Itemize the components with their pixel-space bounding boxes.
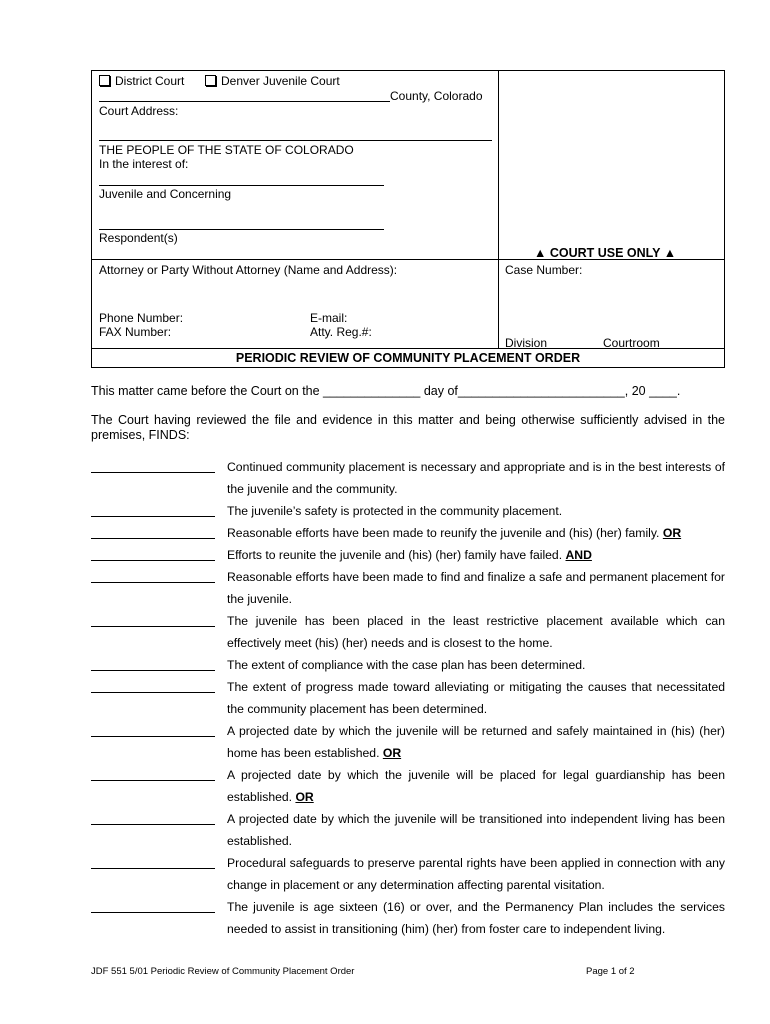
finding-text: The extent of progress made toward alleviating or mitigating the causes that necessitated the community placement has been determined.	[227, 680, 725, 716]
county-line	[99, 101, 390, 102]
finding-item	[91, 456, 725, 500]
juvenile-name-line	[99, 185, 384, 186]
finding-initial-blank[interactable]	[91, 676, 215, 693]
court-use-cell	[498, 71, 724, 259]
finding-text: Procedural safeguards to preserve parental rights have been applied in connection with any change in placement or any determination affecting parental visitation.	[227, 856, 725, 892]
attorney-label: Attorney or Party Without Attorney (Name and Address):	[99, 263, 398, 277]
division-label: Division	[505, 336, 548, 350]
finding-item	[91, 500, 725, 522]
finding-text: Reasonable efforts have been made to reunify the juvenile and (his) (her) family.	[227, 526, 660, 540]
finding-item	[91, 808, 725, 852]
county-colorado-label: County, Colorado	[390, 89, 483, 103]
court-address-label: Court Address:	[99, 104, 179, 118]
finding-text: A projected date by which the juvenile will be placed for legal guardianship has been established.	[227, 768, 725, 804]
finding-text: The juvenile is age sixteen (16) or over, and the Permanency Plan includes the services needed to assist in transitioning (him) (her) from foster care to independent living.	[227, 900, 725, 936]
finding-item	[91, 610, 725, 654]
footer-page-number: Page 1 of 2	[586, 966, 635, 977]
case-number-cell	[498, 259, 724, 349]
finding-item	[91, 764, 725, 808]
phone-label: Phone Number:	[99, 311, 184, 325]
finding-initial-blank[interactable]	[91, 500, 215, 517]
finding-conjunction: OR	[382, 746, 402, 760]
finding-conjunction: OR	[662, 526, 682, 540]
finding-item	[91, 566, 725, 610]
matter-date-sentence: This matter came before the Court on the ______________ day of________________________, 20 ____.	[91, 384, 681, 398]
email-label: E-mail:	[310, 311, 348, 325]
finding-initial-blank[interactable]	[91, 654, 215, 671]
courtroom-label: Courtroom	[603, 336, 660, 350]
finding-text: The juvenile’s safety is protected in the community placement.	[227, 504, 563, 518]
finding-item	[91, 720, 725, 764]
checkbox-icon	[205, 75, 216, 86]
district-court-checkbox[interactable]: District Court	[99, 74, 184, 88]
footer-form-id: JDF 551 5/01 Periodic Review of Community Placement Order	[91, 966, 355, 977]
findings-list	[91, 456, 725, 940]
respondent-name-line	[99, 229, 384, 230]
finding-initial-blank[interactable]	[91, 720, 215, 737]
finding-conjunction: AND	[565, 548, 592, 562]
finding-text: Efforts to reunite the juvenile and (his) (her) family have failed.	[227, 548, 563, 562]
respondents-label: Respondent(s)	[99, 231, 178, 245]
finding-item	[91, 852, 725, 896]
interest-of-label: In the interest of:	[99, 157, 189, 171]
attorney-cell	[92, 259, 499, 349]
finding-initial-blank[interactable]	[91, 808, 215, 825]
finding-initial-blank[interactable]	[91, 566, 215, 583]
fax-label: FAX Number:	[99, 325, 172, 339]
checkbox-icon	[99, 75, 110, 86]
finding-text: Continued community placement is necessary and appropriate and is in the best interests of the juvenile and the community.	[227, 460, 725, 496]
finding-text: A projected date by which the juvenile will be transitioned into independent living has been established.	[227, 812, 725, 848]
court-use-only-label: ▲ COURT USE ONLY ▲	[534, 246, 677, 260]
finding-initial-blank[interactable]	[91, 544, 215, 561]
finding-initial-blank[interactable]	[91, 896, 215, 913]
denver-juvenile-court-checkbox[interactable]: Denver Juvenile Court	[205, 74, 340, 88]
findings-intro: The Court having reviewed the file and evidence in this matter and being otherwise sufficiently advised in the premises, FINDS:	[91, 413, 725, 442]
finding-text: The juvenile has been placed in the least restrictive placement available which can effectively meet (his) (her) needs and is closest to the home.	[227, 614, 725, 650]
finding-item	[91, 896, 725, 940]
people-label: THE PEOPLE OF THE STATE OF COLORADO	[99, 143, 354, 157]
finding-initial-blank[interactable]	[91, 456, 215, 473]
finding-text: A projected date by which the juvenile will be returned and safely maintained in (his) (her) home has been established.	[227, 724, 725, 760]
finding-text: The extent of compliance with the case plan has been determined.	[227, 658, 586, 672]
finding-item	[91, 676, 725, 720]
finding-text: Reasonable efforts have been made to find and finalize a safe and permanent placement for the juvenile.	[227, 570, 725, 606]
finding-initial-blank[interactable]	[91, 764, 215, 781]
finding-item	[91, 544, 725, 566]
form-title: PERIODIC REVIEW OF COMMUNITY PLACEMENT ORDER	[92, 348, 724, 368]
court-address-line	[99, 140, 492, 141]
case-number-label: Case Number:	[505, 263, 583, 277]
finding-initial-blank[interactable]	[91, 522, 215, 539]
finding-item	[91, 654, 725, 676]
finding-conjunction: OR	[295, 790, 314, 804]
atty-reg-label: Atty. Reg.#:	[310, 325, 372, 339]
finding-item	[91, 522, 725, 544]
case-caption-box	[91, 70, 725, 368]
juvenile-concerning-label: Juvenile and Concerning	[99, 187, 232, 201]
finding-initial-blank[interactable]	[91, 610, 215, 627]
finding-initial-blank[interactable]	[91, 852, 215, 869]
court-info-cell	[92, 71, 499, 259]
